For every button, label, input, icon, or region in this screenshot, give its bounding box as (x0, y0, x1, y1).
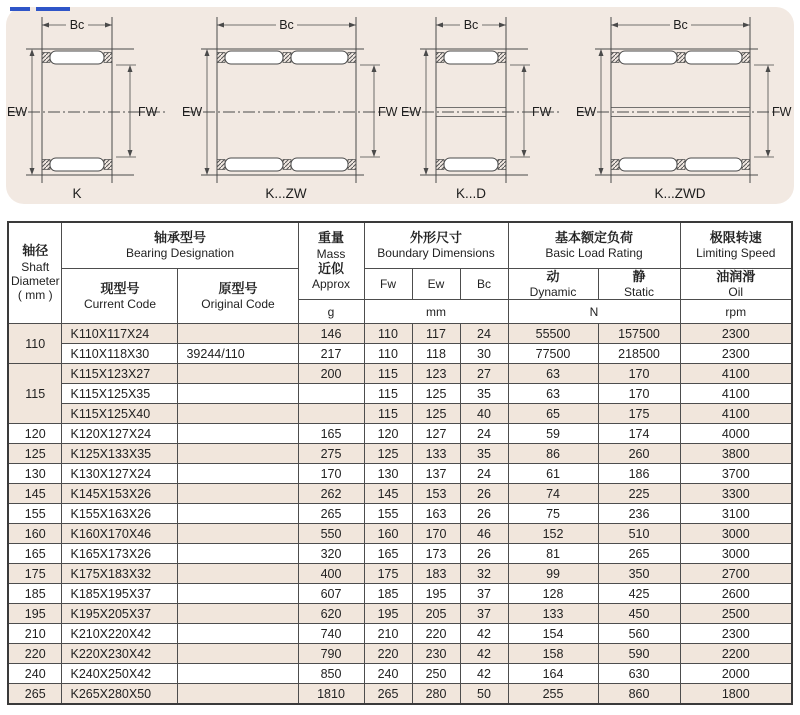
bc-dimension-label: Bc (673, 18, 688, 32)
fw-dimension-label: FW (772, 105, 792, 119)
bc-cell: 50 (460, 684, 508, 705)
current-code-cell: K220X230X42 (62, 644, 178, 664)
oil-speed-cell: 3000 (680, 524, 792, 544)
table-row (8, 524, 792, 544)
current-code-cell: K185X195X37 (62, 584, 178, 604)
table-row (8, 624, 792, 644)
static-load-cell: 170 (598, 364, 680, 384)
fw-cell: 155 (364, 504, 412, 524)
static-load-cell: 265 (598, 544, 680, 564)
bc-column-header: Bc (460, 268, 508, 300)
dynamic-load-cell: 55500 (508, 324, 598, 344)
oil-speed-cell: 4100 (680, 384, 792, 404)
ew-cell: 183 (412, 564, 460, 584)
diagram-k-zw (181, 7, 400, 203)
table-row (8, 684, 792, 705)
original-code-cell (178, 684, 298, 705)
ew-cell: 125 (412, 404, 460, 424)
original-code-cell (178, 504, 298, 524)
limiting-speed-header (680, 222, 792, 268)
bearing-type-label: K...ZWD (654, 186, 706, 201)
current-code-header (62, 268, 178, 324)
mass-header-zh: 重量 (317, 230, 344, 246)
bc-cell: 40 (460, 404, 508, 424)
original-code-cell (178, 424, 298, 444)
shaft-diameter-cell: 195 (8, 604, 62, 624)
designation-header-en: Bearing Designation (125, 246, 235, 261)
static-load-cell: 157500 (598, 324, 680, 344)
table-row (8, 424, 792, 444)
bc-cell: 26 (460, 504, 508, 524)
original-code-cell: 39244/110 (178, 344, 298, 364)
shaft-diameter-cell: 160 (8, 524, 62, 544)
table-row (8, 344, 792, 364)
oil-speed-cell: 2300 (680, 624, 792, 644)
bearing-type-label: K...ZW (265, 186, 307, 201)
original-code-cell (178, 564, 298, 584)
original-code-zh: 原型号 (218, 280, 258, 296)
oil-speed-cell: 3100 (680, 504, 792, 524)
dynamic-load-cell: 128 (508, 584, 598, 604)
static-load-cell: 510 (598, 524, 680, 544)
mass-cell: 265 (298, 504, 364, 524)
mass-cell: 146 (298, 324, 364, 344)
dynamic-load-cell: 65 (508, 404, 598, 424)
current-code-cell: K120X127X24 (62, 424, 178, 444)
current-code-en: Current Code (83, 296, 156, 311)
ew-cell: 173 (412, 544, 460, 564)
bearing-diagrams-panel (6, 7, 794, 204)
oil-speed-cell: 2500 (680, 604, 792, 624)
fw-cell: 160 (364, 524, 412, 544)
static-load-cell: 350 (598, 564, 680, 584)
dynamic-en: Dynamic (529, 284, 577, 299)
original-code-cell (178, 324, 298, 344)
ew-cell: 153 (412, 484, 460, 504)
mass-cell (298, 384, 364, 404)
mass-cell: 170 (298, 464, 364, 484)
oil-speed-cell: 2600 (680, 584, 792, 604)
table-header (8, 222, 792, 324)
dynamic-load-cell: 61 (508, 464, 598, 484)
bc-cell: 30 (460, 344, 508, 364)
static-load-cell: 175 (598, 404, 680, 424)
ew-cell: 205 (412, 604, 460, 624)
original-code-en: Original Code (201, 296, 275, 311)
oil-zh: 油润滑 (716, 268, 756, 284)
table-row (8, 484, 792, 504)
original-code-cell (178, 644, 298, 664)
mass-header-zh2: 近似 (317, 261, 344, 277)
current-code-cell: K265X280X50 (62, 684, 178, 705)
shaft-diameter-cell: 265 (8, 684, 62, 705)
diagram-k (6, 7, 181, 203)
static-load-cell: 590 (598, 644, 680, 664)
ew-cell: 127 (412, 424, 460, 444)
ew-column-header: Ew (412, 268, 460, 300)
original-code-cell (178, 404, 298, 424)
bc-cell: 26 (460, 544, 508, 564)
original-code-cell (178, 524, 298, 544)
original-code-cell (178, 364, 298, 384)
ew-cell: 163 (412, 504, 460, 524)
table-row (8, 544, 792, 564)
original-code-cell (178, 384, 298, 404)
shaft-header-en2: Diameter (10, 274, 60, 288)
fw-cell: 220 (364, 644, 412, 664)
table-row (8, 604, 792, 624)
mass-cell: 740 (298, 624, 364, 644)
boundary-dimensions-header (364, 222, 508, 268)
table-row (8, 404, 792, 424)
fw-cell: 130 (364, 464, 412, 484)
speed-header-en: Limiting Speed (696, 246, 776, 261)
fw-column-header: Fw (364, 268, 412, 300)
shaft-diameter-header (8, 222, 62, 324)
static-load-cell: 425 (598, 584, 680, 604)
shaft-diameter-cell: 185 (8, 584, 62, 604)
static-en: Static (624, 284, 655, 299)
ew-cell: 118 (412, 344, 460, 364)
dynamic-load-cell: 77500 (508, 344, 598, 364)
ew-dimension-label: EW (401, 105, 422, 119)
bc-cell: 35 (460, 384, 508, 404)
ew-cell: 250 (412, 664, 460, 684)
load-header-zh: 基本额定负荷 (555, 229, 634, 245)
shaft-diameter-cell: 220 (8, 644, 62, 664)
clipped-blue-text-fragment (10, 7, 70, 11)
dynamic-load-cell: 59 (508, 424, 598, 444)
static-column-header (598, 268, 680, 300)
bc-dimension-label: Bc (463, 18, 479, 32)
fw-cell: 265 (364, 684, 412, 705)
load-header-en: Basic Load Rating (545, 246, 643, 261)
speed-unit: rpm (680, 300, 792, 324)
dims-header-en: Boundary Dimensions (377, 246, 495, 261)
fw-cell: 110 (364, 324, 412, 344)
mass-cell: 400 (298, 564, 364, 584)
mass-cell: 1810 (298, 684, 364, 705)
ew-cell: 220 (412, 624, 460, 644)
current-code-cell: K160X170X46 (62, 524, 178, 544)
table-body (8, 324, 792, 705)
original-code-cell (178, 544, 298, 564)
mass-cell: 620 (298, 604, 364, 624)
current-code-cell: K115X123X27 (62, 364, 178, 384)
current-code-cell: K110X118X30 (62, 344, 178, 364)
table-row (8, 564, 792, 584)
static-load-cell: 560 (598, 624, 680, 644)
bc-cell: 37 (460, 584, 508, 604)
dynamic-load-cell: 255 (508, 684, 598, 705)
mass-cell: 550 (298, 524, 364, 544)
oil-speed-cell: 2300 (680, 324, 792, 344)
table-row (8, 324, 792, 344)
mass-header-en2: Approx (311, 277, 351, 292)
current-code-cell: K240X250X42 (62, 664, 178, 684)
static-load-cell: 860 (598, 684, 680, 705)
mass-cell: 320 (298, 544, 364, 564)
oil-en: Oil (728, 284, 744, 299)
fw-cell: 110 (364, 344, 412, 364)
current-code-cell: K115X125X35 (62, 384, 178, 404)
bc-cell: 24 (460, 424, 508, 444)
table-row (8, 364, 792, 384)
ew-cell: 170 (412, 524, 460, 544)
ew-cell: 280 (412, 684, 460, 705)
current-code-cell: K130X127X24 (62, 464, 178, 484)
bc-cell: 32 (460, 564, 508, 584)
fw-cell: 165 (364, 544, 412, 564)
fw-dimension-label: FW (378, 105, 398, 119)
oil-speed-cell: 2700 (680, 564, 792, 584)
current-code-cell: K210X220X42 (62, 624, 178, 644)
original-code-header (178, 268, 298, 324)
shaft-diameter-cell: 155 (8, 504, 62, 524)
oil-speed-cell: 3700 (680, 464, 792, 484)
bc-cell: 37 (460, 604, 508, 624)
diagram-k-d (400, 7, 575, 203)
static-load-cell: 225 (598, 484, 680, 504)
dynamic-load-cell: 74 (508, 484, 598, 504)
bearing-table (7, 221, 793, 705)
dynamic-load-cell: 75 (508, 504, 598, 524)
fw-cell: 115 (364, 384, 412, 404)
fw-cell: 115 (364, 404, 412, 424)
original-code-cell (178, 664, 298, 684)
shaft-diameter-cell: 110 (8, 324, 62, 364)
static-zh: 静 (632, 268, 646, 284)
shaft-diameter-cell: 120 (8, 424, 62, 444)
bearing-type-label: K...D (455, 186, 487, 201)
shaft-diameter-cell: 145 (8, 484, 62, 504)
shaft-diameter-cell: 240 (8, 664, 62, 684)
dynamic-load-cell: 81 (508, 544, 598, 564)
current-code-cell: K175X183X32 (62, 564, 178, 584)
oil-speed-cell: 3800 (680, 444, 792, 464)
original-code-cell (178, 444, 298, 464)
mass-cell: 275 (298, 444, 364, 464)
oil-speed-cell: 4000 (680, 424, 792, 444)
current-code-cell: K125X133X35 (62, 444, 178, 464)
static-load-cell: 186 (598, 464, 680, 484)
ew-cell: 137 (412, 464, 460, 484)
dynamic-load-cell: 86 (508, 444, 598, 464)
current-code-cell: K155X163X26 (62, 504, 178, 524)
bc-dimension-label: Bc (69, 18, 85, 32)
mass-header (298, 222, 364, 300)
static-load-cell: 630 (598, 664, 680, 684)
oil-speed-cell: 4100 (680, 404, 792, 424)
table-row (8, 384, 792, 404)
mass-cell (298, 404, 364, 424)
fw-dimension-label: FW (532, 105, 552, 119)
fw-cell: 210 (364, 624, 412, 644)
bc-cell: 42 (460, 624, 508, 644)
ew-cell: 123 (412, 364, 460, 384)
ew-cell: 230 (412, 644, 460, 664)
fw-dimension-label: FW (138, 105, 158, 119)
table-row (8, 504, 792, 524)
dynamic-load-cell: 154 (508, 624, 598, 644)
table-row (8, 664, 792, 684)
oil-speed-cell: 2000 (680, 664, 792, 684)
mass-cell: 217 (298, 344, 364, 364)
original-code-cell (178, 624, 298, 644)
oil-speed-cell: 2200 (680, 644, 792, 664)
static-load-cell: 236 (598, 504, 680, 524)
dims-header-zh: 外形尺寸 (410, 229, 463, 245)
dynamic-column-header (508, 268, 598, 300)
mass-cell: 850 (298, 664, 364, 684)
shaft-header-en1: Shaft (21, 259, 50, 274)
dynamic-load-cell: 164 (508, 664, 598, 684)
ew-dimension-label: EW (7, 105, 28, 119)
designation-header-zh: 轴承型号 (153, 229, 206, 245)
shaft-header-zh: 轴径 (22, 243, 49, 259)
dynamic-zh: 动 (546, 268, 560, 284)
dynamic-load-cell: 63 (508, 384, 598, 404)
bearing-designation-header (62, 222, 298, 268)
mass-cell: 200 (298, 364, 364, 384)
bc-cell: 26 (460, 484, 508, 504)
shaft-diameter-cell: 115 (8, 364, 62, 424)
oil-column-header (680, 268, 792, 300)
shaft-diameter-cell: 175 (8, 564, 62, 584)
dynamic-load-cell: 158 (508, 644, 598, 664)
mass-header-en: Mass (316, 246, 346, 261)
static-load-cell: 170 (598, 384, 680, 404)
mass-cell: 165 (298, 424, 364, 444)
shaft-diameter-cell: 165 (8, 544, 62, 564)
bc-cell: 35 (460, 444, 508, 464)
fw-cell: 120 (364, 424, 412, 444)
mass-unit: g (298, 300, 364, 324)
table-row (8, 464, 792, 484)
ew-dimension-label: EW (576, 105, 597, 119)
bc-cell: 42 (460, 644, 508, 664)
ew-dimension-label: EW (182, 105, 203, 119)
static-load-cell: 260 (598, 444, 680, 464)
mass-cell: 607 (298, 584, 364, 604)
mass-cell: 790 (298, 644, 364, 664)
current-code-zh: 现型号 (100, 280, 140, 296)
bc-dimension-label: Bc (279, 18, 294, 32)
current-code-cell: K110X117X24 (62, 324, 178, 344)
dims-unit: mm (364, 300, 508, 324)
speed-header-zh: 极限转速 (709, 229, 762, 245)
diagram-k-zwd (575, 7, 794, 203)
oil-speed-cell: 4100 (680, 364, 792, 384)
bc-cell: 42 (460, 664, 508, 684)
current-code-cell: K165X173X26 (62, 544, 178, 564)
table-row (8, 644, 792, 664)
oil-speed-cell: 3000 (680, 544, 792, 564)
original-code-cell (178, 484, 298, 504)
mass-cell: 262 (298, 484, 364, 504)
fw-cell: 115 (364, 364, 412, 384)
bearing-type-label: K (72, 186, 82, 201)
original-code-cell (178, 584, 298, 604)
oil-speed-cell: 2300 (680, 344, 792, 364)
ew-cell: 125 (412, 384, 460, 404)
dynamic-load-cell: 63 (508, 364, 598, 384)
static-load-cell: 450 (598, 604, 680, 624)
original-code-cell (178, 604, 298, 624)
oil-speed-cell: 3300 (680, 484, 792, 504)
load-unit: N (508, 300, 680, 324)
table-row (8, 444, 792, 464)
bc-cell: 24 (460, 324, 508, 344)
oil-speed-cell: 1800 (680, 684, 792, 705)
ew-cell: 117 (412, 324, 460, 344)
dynamic-load-cell: 99 (508, 564, 598, 584)
fw-cell: 125 (364, 444, 412, 464)
original-code-cell (178, 464, 298, 484)
current-code-cell: K115X125X40 (62, 404, 178, 424)
fw-cell: 240 (364, 664, 412, 684)
shaft-diameter-cell: 130 (8, 464, 62, 484)
basic-load-rating-header (508, 222, 680, 268)
fw-cell: 195 (364, 604, 412, 624)
shaft-header-unit: ( mm ) (17, 288, 53, 303)
fw-cell: 145 (364, 484, 412, 504)
fw-cell: 185 (364, 584, 412, 604)
ew-cell: 195 (412, 584, 460, 604)
current-code-cell: K145X153X26 (62, 484, 178, 504)
fw-cell: 175 (364, 564, 412, 584)
ew-cell: 133 (412, 444, 460, 464)
bc-cell: 46 (460, 524, 508, 544)
shaft-diameter-cell: 125 (8, 444, 62, 464)
table-row (8, 584, 792, 604)
current-code-cell: K195X205X37 (62, 604, 178, 624)
bc-cell: 24 (460, 464, 508, 484)
bc-cell: 27 (460, 364, 508, 384)
dynamic-load-cell: 133 (508, 604, 598, 624)
static-load-cell: 218500 (598, 344, 680, 364)
shaft-diameter-cell: 210 (8, 624, 62, 644)
dynamic-load-cell: 152 (508, 524, 598, 544)
static-load-cell: 174 (598, 424, 680, 444)
